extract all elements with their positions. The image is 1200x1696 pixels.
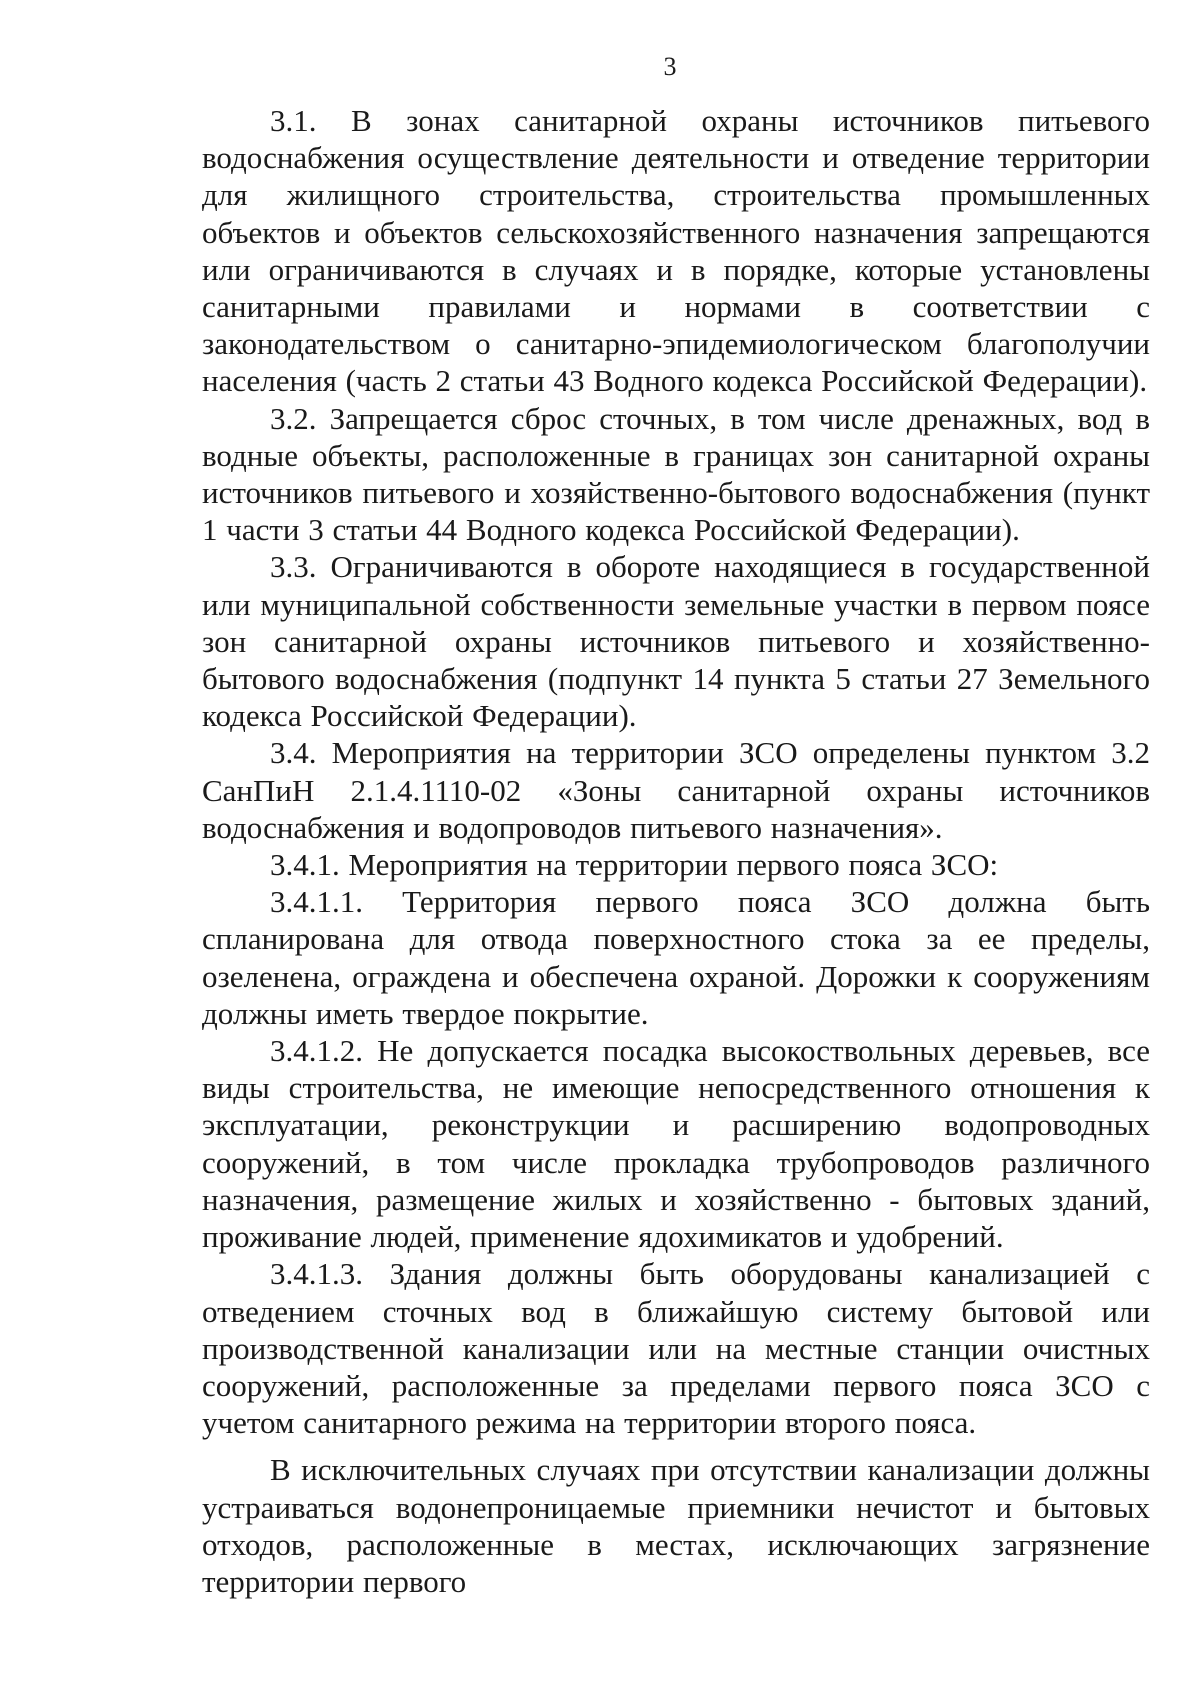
paragraph-3-4-1-2: 3.4.1.2. Не допускается посадка высокоствольных деревьев, все виды строительства, не имеющие непосредственного отношения к эксплуатации, реконструкции и расширению водопроводных сооружений, в том числе прокладка трубопроводов различного назначения, размещение жилых и хозяйственно - бытовых зданий, проживание людей, применение ядохимикатов и удобрений. [202, 1033, 1150, 1255]
paragraph-3-4-1-1: 3.4.1.1. Территория первого пояса ЗСО должна быть спланирована для отвода поверхностного стока за ее пределы, озеленена, ограждена и обеспечена охраной. Дорожки к сооружениям должны иметь твердое покрытие. [202, 884, 1150, 1031]
paragraph-exceptional-cases: В исключительных случаях при отсутствии канализации должны устраиваться водонепроницаемые приемники нечистот и бытовых отходов, расположенные в местах, исключающих загрязнение территории первого [202, 1452, 1150, 1599]
paragraph-3-4-1: 3.4.1. Мероприятия на территории первого пояса ЗСО: [270, 847, 999, 883]
paragraph-3-1: 3.1. В зонах санитарной охраны источников питьевого водоснабжения осуществление деятельности и отведение территории для жилищного строительства, строительства промышленных объектов и объектов сельскохозяйственного назначения запрещаются или ограничиваются в случаях и в порядке, которые установлены санитарными правилами и нормами в соответствии с законодательством о санитарно-эпидемиологическом благополучии населения (часть 2 статьи 43 Водного кодекса Российской Федерации). [202, 103, 1150, 399]
paragraph-3-3: 3.3. Ограничиваются в обороте находящиеся в государственной или муниципальной собственности земельные участки в первом поясе зон санитарной охраны источников питьевого и хозяйственно-бытового водоснабжения (подпункт 14 пункта 5 статьи 27 Земельного кодекса Российской Федерации). [202, 549, 1150, 734]
paragraph-3-4-1-3: 3.4.1.3. Здания должны быть оборудованы канализацией с отведением сточных вод в ближайшую систему бытовой или производственной канализации или на местные станции очистных сооружений, расположенные за пределами первого пояса ЗСО с учетом санитарного режима на территории второго пояса. [202, 1256, 1150, 1441]
page-number: 3 [663, 52, 677, 81]
paragraph-3-2: 3.2. Запрещается сброс сточных, в том числе дренажных, вод в водные объекты, расположенные в границах зон санитарной охраны источников питьевого и хозяйственно-бытового водоснабжения (пункт 1 части 3 статьи 44 Водного кодекса Российской Федерации). [202, 400, 1150, 548]
document-body [202, 102, 1150, 1600]
paragraph-3-4: 3.4. Мероприятия на территории ЗСО определены пунктом 3.2 СанПиН 2.1.4.1110-02 «Зоны санитарной охраны источников водоснабжения и водопроводов питьевого назначения». [202, 735, 1150, 845]
